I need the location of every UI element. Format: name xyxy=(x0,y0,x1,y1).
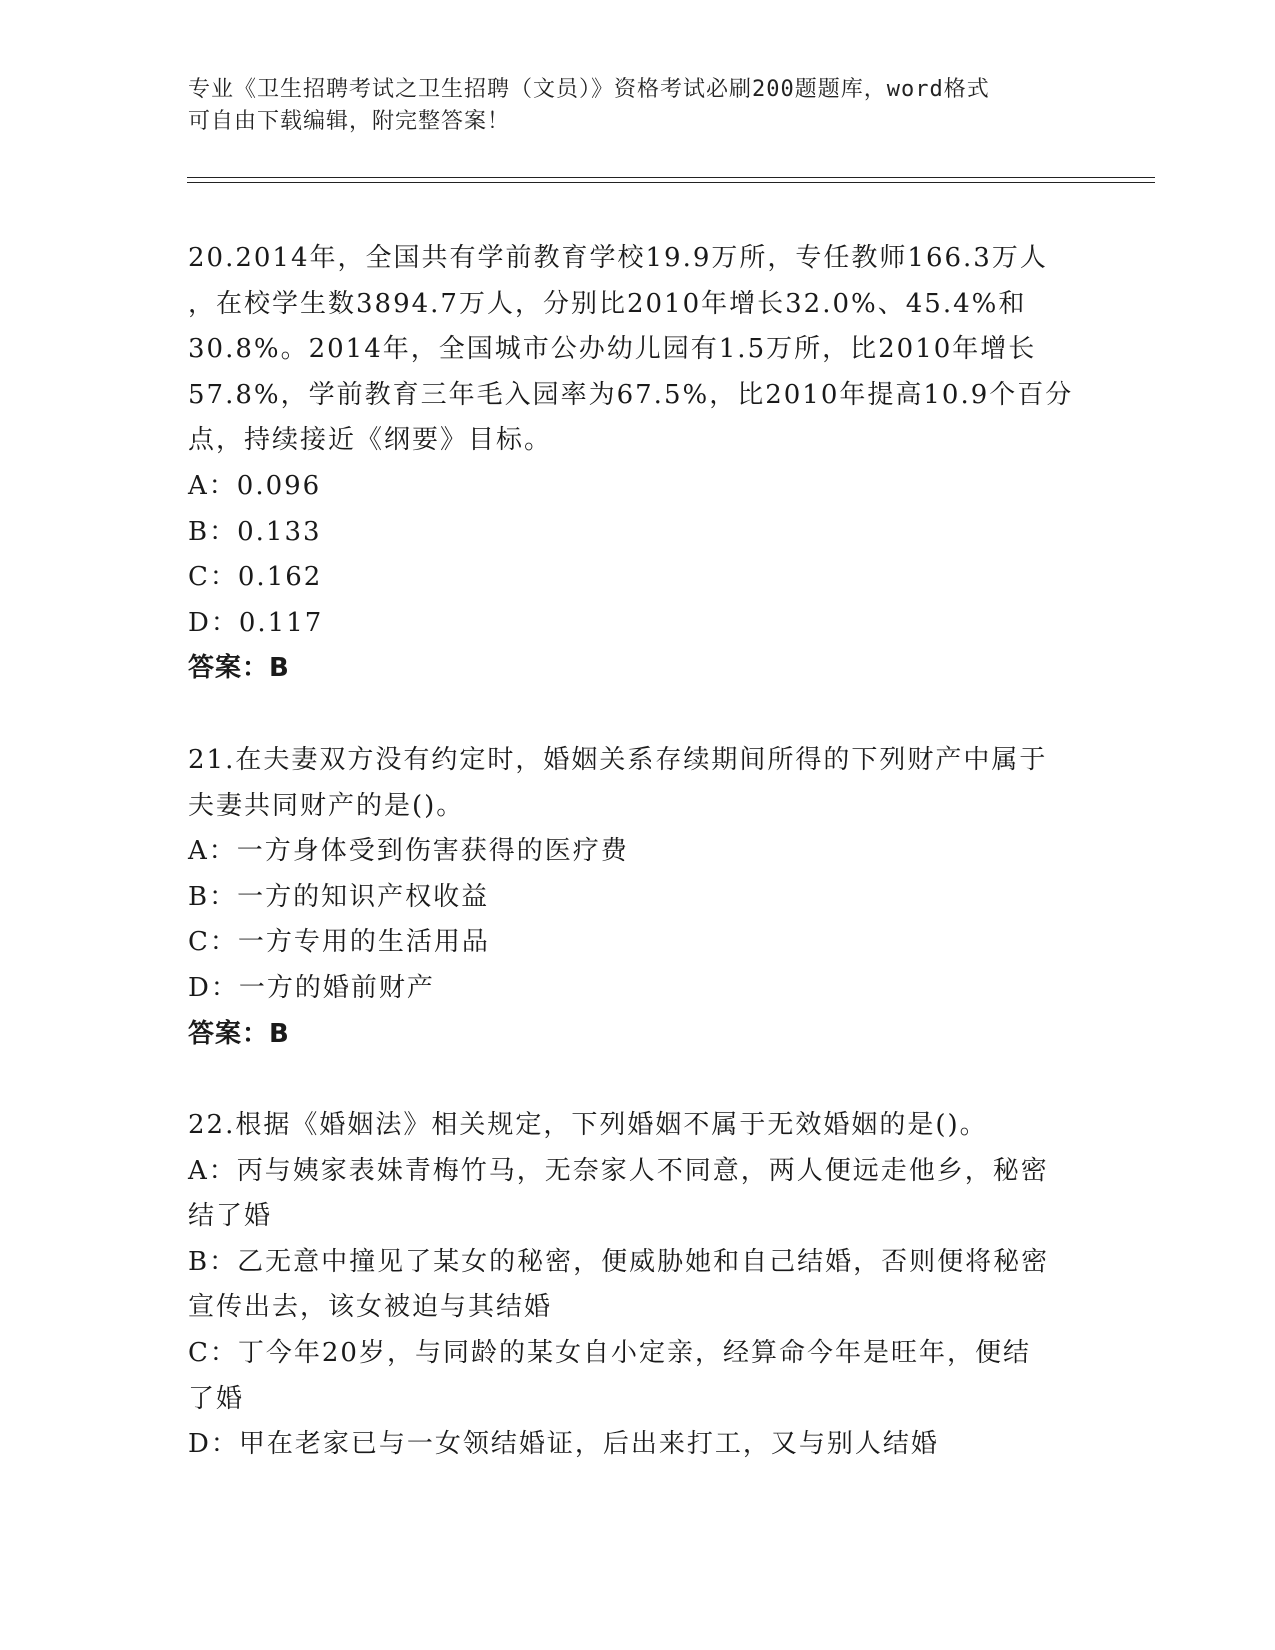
question-stem-line: ，在校学生数3894.7万人，分别比2010年增长32.0%、45.4%和 xyxy=(188,288,1027,319)
question-stem-line: 20.2014年，全国共有学前教育学校19.9万所，专任教师166.3万人 xyxy=(188,243,1048,273)
answer-line: 答案：B xyxy=(188,1018,290,1049)
question-stem-line: 夫妻共同财产的是()。 xyxy=(188,790,465,821)
option-a: A：一方身体受到伤害获得的医疗费 xyxy=(188,836,629,867)
question-list xyxy=(188,236,1088,1468)
option-c: C：一方专用的生活用品 xyxy=(188,927,490,958)
option-b-continuation: 宣传出去，该女被迫与其结婚 xyxy=(188,1292,553,1323)
question-stem-line: 30.8%。2014年，全国城市公办幼儿园有1.5万所，比2010年增长 xyxy=(188,334,1037,365)
option-a: A：0.096 xyxy=(188,470,322,501)
option-c-continuation: 了婚 xyxy=(188,1383,245,1414)
option-b: B：乙无意中撞见了某女的秘密，便威胁她和自己结婚，否则便将秘密 xyxy=(188,1246,1050,1277)
question-spacer xyxy=(188,1057,1088,1103)
question-stem-line: 22.根据《婚姻法》相关规定，下列婚姻不属于无效婚姻的是()。 xyxy=(188,1110,988,1141)
option-c: C：0.162 xyxy=(188,562,323,593)
option-a: A：丙与姨家表妹青梅竹马，无奈家人不同意，两人便远走他乡，秘密 xyxy=(188,1155,1049,1186)
question-spacer xyxy=(188,692,1088,738)
option-d: D：0.117 xyxy=(188,607,324,638)
option-c: C：丁今年20岁，与同龄的某女自小定亲，经算命今年是旺年，便结 xyxy=(188,1338,1031,1369)
option-b: B：一方的知识产权收益 xyxy=(188,881,490,912)
question-21 xyxy=(188,738,1088,1057)
option-a-continuation: 结了婚 xyxy=(188,1201,273,1232)
document-header xyxy=(188,74,1088,138)
header-line-2: 可自由下载编辑，附完整答案！ xyxy=(188,109,511,134)
question-stem-line: 点，持续接近《纲要》目标。 xyxy=(188,425,553,456)
option-d: D：甲在老家已与一女领结婚证，后出来打工，又与别人结婚 xyxy=(188,1429,939,1460)
header-divider-bottom xyxy=(187,182,1155,183)
option-b: B：0.133 xyxy=(188,516,322,547)
option-d: D：一方的婚前财产 xyxy=(188,972,435,1003)
question-22 xyxy=(188,1103,1088,1468)
header-line-1: 专业《卫生招聘考试之卫生招聘（文员）》资格考试必刷200题题库，word格式 xyxy=(188,77,990,102)
answer-line: 答案：B xyxy=(188,653,290,684)
header-divider-top xyxy=(187,177,1155,178)
question-stem-line: 57.8%，学前教育三年毛入园率为67.5%，比2010年提高10.9个百分 xyxy=(188,379,1074,410)
question-20 xyxy=(188,236,1088,692)
question-stem-line: 21.在夫妻双方没有约定时，婚姻关系存续期间所得的下列财产中属于 xyxy=(188,744,1048,775)
